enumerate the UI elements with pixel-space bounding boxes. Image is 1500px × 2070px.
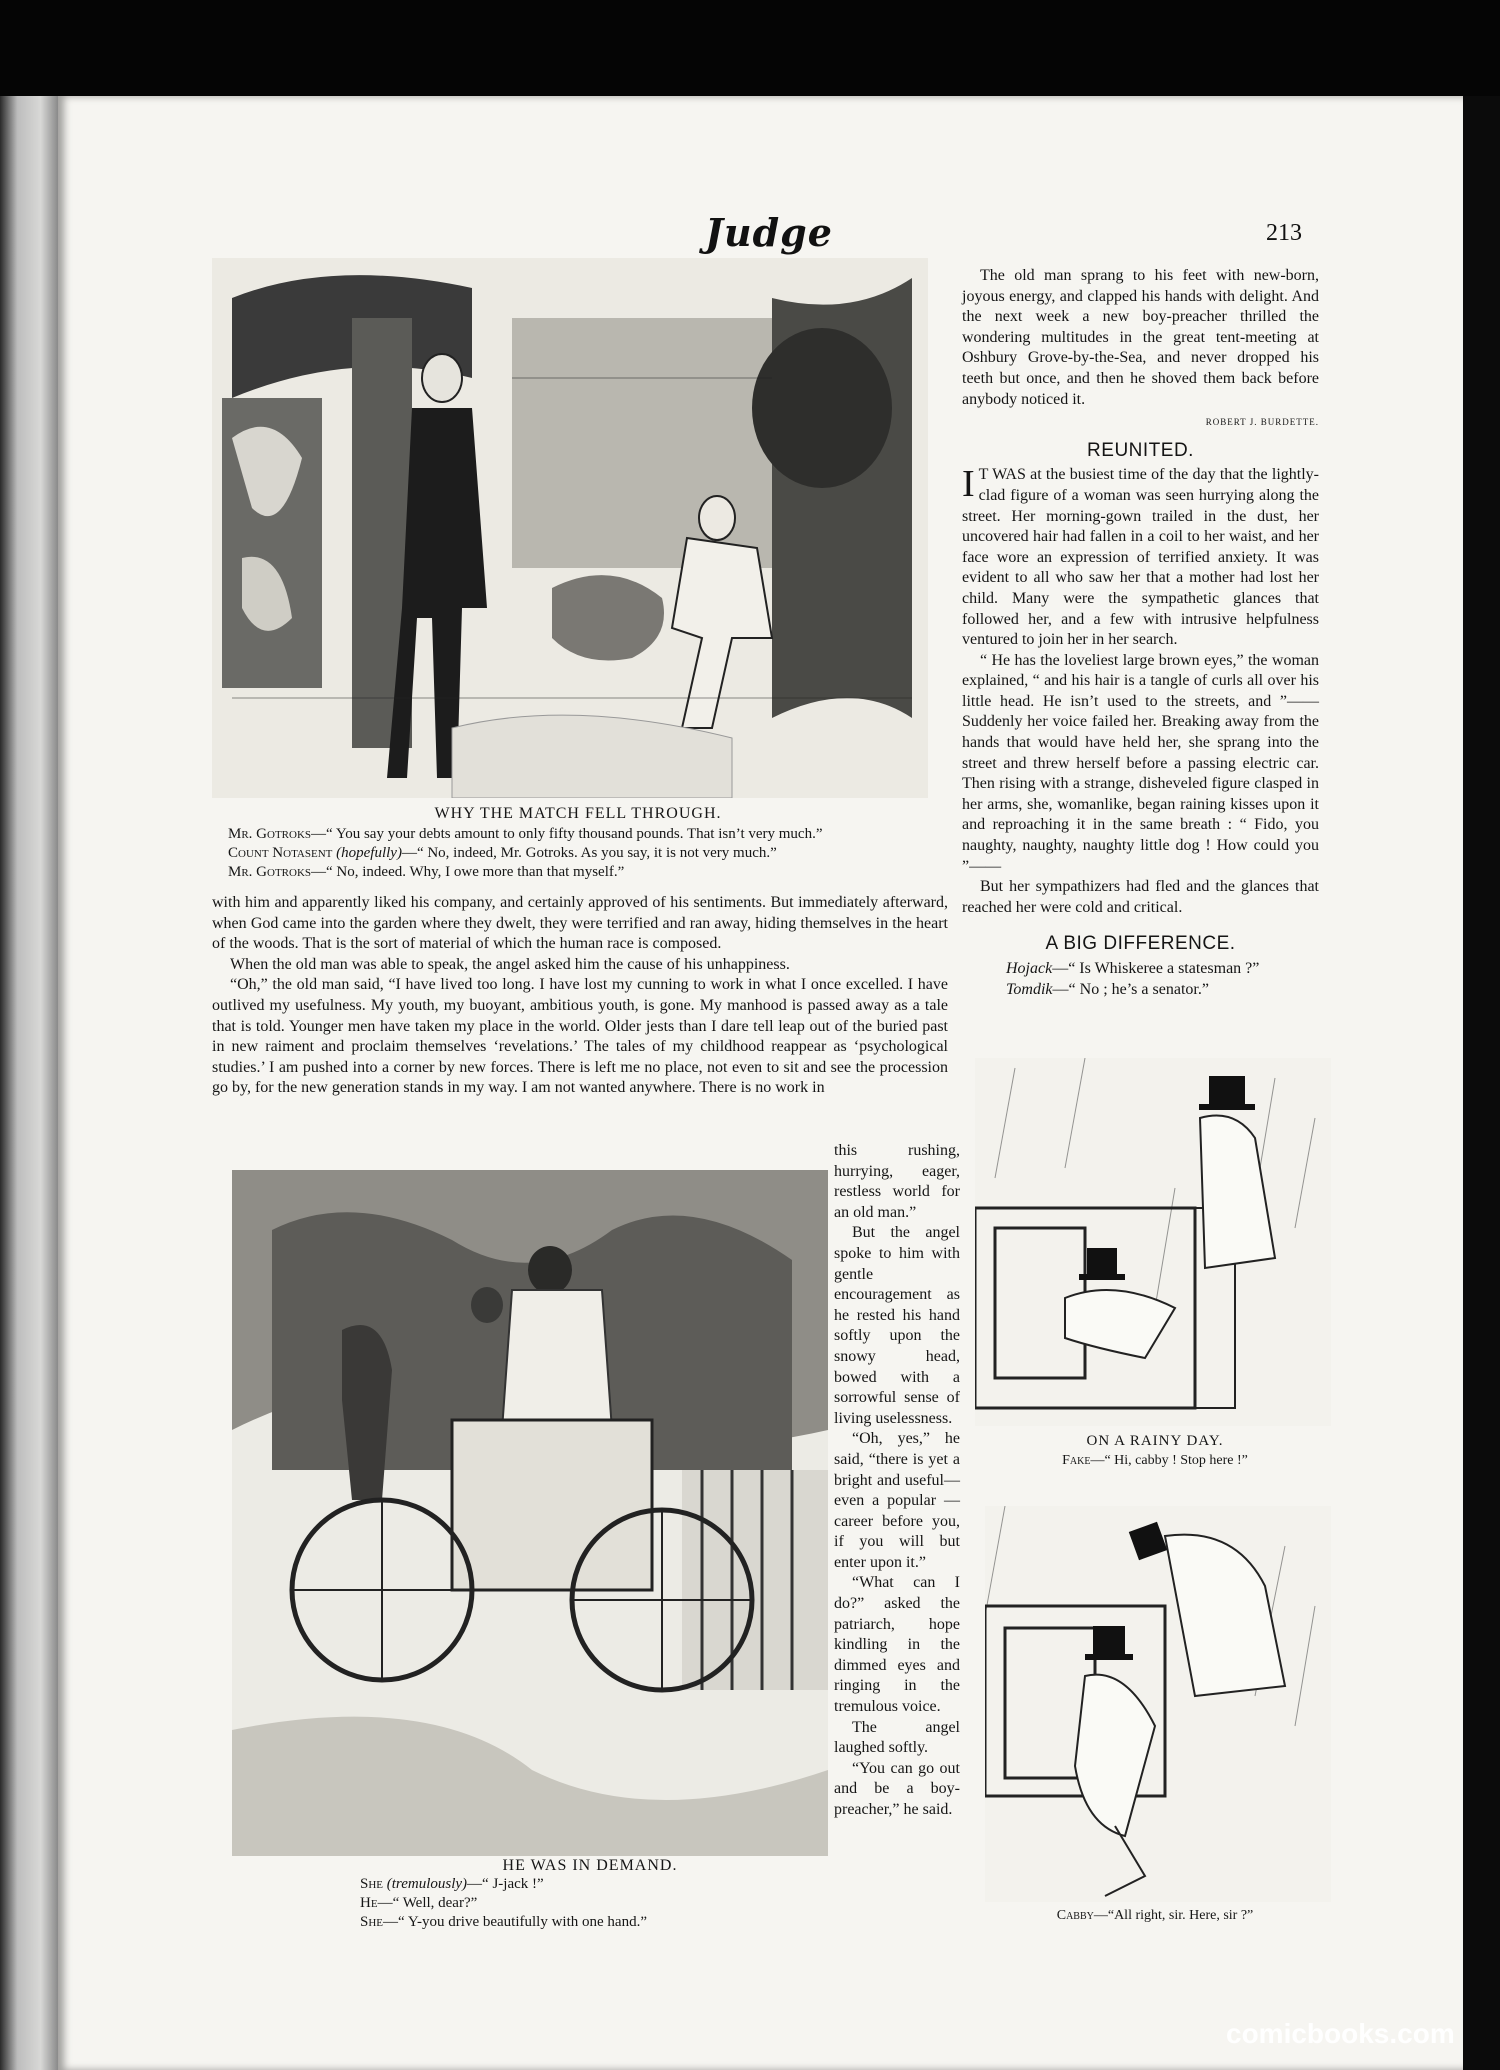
paragraph: I T WAS at the busiest time of the day that the lightly-clad figure of a woman was seen hurrying along the street. Her morning-gown trailed in the dust, her uncovered hair had fallen in a coil to her waist, and her face wore an expression of terrified anxiety. It was evident to all who saw her that a mother had lost her child. Many were the sympathetic glances that followed her, and a few with intrusive helpfulness ventured to join her in her search. bbox=[962, 463, 1319, 649]
caption-line: Mr. Gotroks—“ No, indeed. Why, I owe more than that myself.” bbox=[228, 864, 625, 880]
caption-line: Count Notasent (hopefully)—“ No, indeed, Mr. Gotroks. As you say, it is not very much.” bbox=[228, 845, 777, 861]
paragraph: “Oh,” the old man said, “I have lived too long. I have lost my cunning to work in what I once excelled. I have outlived my usefulness. My youth, my buoyant, ambitious youth, is gone. My manhood is passed away as a tale that is told. Younger men have taken my place in the world. Older jests than I dare tell leap out of the buried past in new raiment and proclaim themselves ‘revelations.’ The tales of my childhood reappear as ‘psychological studies.’ I am pushed into a corner by new forces. There is left me no place, not even to sit and see the procession go by, for the new generation stands in my way. I am not wanted anywhere. There is no work in bbox=[212, 976, 948, 1097]
heading-reunited: REUNITED. bbox=[1087, 439, 1194, 461]
dialog-line: Hojack—“ Is Whiskeree a statesman ?” bbox=[1006, 960, 1260, 977]
caption-demand bbox=[360, 1856, 820, 1932]
dialog-line: Tomdik—“ No ; he’s a senator.” bbox=[1006, 980, 1209, 998]
paragraph: The old man sprang to his feet with new-born, joyous energy, and clapped his hands with delight. And the next week a new boy-preacher thrilled the wondering multitudes in the great tent-meeting at Oshbury Grove-by-the-Sea, and never dropped his teeth but once, and then he shoved them back before anybody noticed it. bbox=[962, 267, 1319, 408]
paragraph: “Oh, yes,” he said, “there is yet a bright and useful— even a popular —career before you, if you will but enter upon it.” bbox=[834, 1430, 960, 1571]
caption-title: HE WAS IN DEMAND. bbox=[502, 1857, 678, 1874]
paragraph: The angel laughed softly. bbox=[834, 1718, 960, 1757]
paragraph: “What can I do?” asked the patriarch, hope kindling in the dimmed eyes and ringing in the tremulous voice. bbox=[834, 1574, 960, 1716]
illustration-cabby bbox=[985, 1506, 1331, 1902]
caption-title: ON A RAINY DAY. bbox=[1086, 1433, 1224, 1449]
masthead: Judge bbox=[705, 210, 833, 255]
page-number: 213 bbox=[1266, 220, 1302, 246]
paragraph: with him and apparently liked his company, and certainly approved of his sentiments. But immediately afterward, when God came into the garden where they dwelt, they were terrified and ran away, hiding themselves in the heart of the woods. That is the sort of material of which the human race is composed. bbox=[212, 894, 948, 953]
illustration-parlor-scene bbox=[212, 258, 928, 798]
caption-line: Cabby—“All right, sir. Here, sir ?” bbox=[1056, 1908, 1254, 1923]
paragraph: But her sympathizers had fled and the glances that reached her were cold and critical. bbox=[962, 878, 1319, 916]
caption-title: WHY THE MATCH FELL THROUGH. bbox=[434, 805, 722, 822]
caption-line: He—“ Well, dear?” bbox=[360, 1895, 478, 1911]
heading-big-difference: A BIG DIFFERENCE. bbox=[1045, 933, 1236, 955]
story-left-wide bbox=[212, 893, 948, 1099]
illustration-carriage bbox=[232, 1170, 828, 1856]
watermark: comicbooks.com bbox=[1226, 2018, 1455, 2049]
story-left-narrow bbox=[834, 1141, 960, 1821]
caption-line: Fake—“ Hi, cabby ! Stop here !” bbox=[1062, 1453, 1248, 1468]
caption-line: She (tremulously)—“ J-jack !” bbox=[360, 1876, 544, 1892]
caption-cabby bbox=[990, 1906, 1320, 1925]
paragraph: When the old man was able to speak, the angel asked him the cause of his unhappiness. bbox=[230, 955, 790, 973]
dropcap: I bbox=[962, 463, 975, 506]
caption-match bbox=[228, 804, 928, 882]
scan-right-edge bbox=[1463, 96, 1500, 2070]
paragraph: this rushing, hurrying, eager, restless world for an old man.” bbox=[834, 1142, 960, 1221]
caption-line: Mr. Gotroks—“ You say your debts amount to only fifty thousand pounds. That isn’t very much.” bbox=[228, 826, 823, 842]
scan-binding-edge bbox=[0, 96, 58, 2070]
caption-line: She—“ Y-you drive beautifully with one hand.” bbox=[360, 1914, 647, 1930]
paragraph: “You can go out and be a boy-preacher,” he said. bbox=[834, 1759, 960, 1818]
paragraph: “ He has the loveliest large brown eyes,” the woman explained, “ and his hair is a tangle of curls all over his little head. He isn’t used to the streets, and ”—— Suddenly her voice failed her. Breaking away from the hands that would have held her, she sprang into the street and threw herself before a passing electric car. Then rising with a strange, disheveled figure clasped in her arms, she, womanlike, began raining kisses upon it and reproaching it in the same breath : “ Fido, you naughty, naughty, naughty little dog ! How could you ”—— bbox=[962, 651, 1319, 875]
illustration-rainy-day bbox=[975, 1058, 1331, 1426]
story-right-column bbox=[962, 266, 1319, 1000]
caption-rainy bbox=[990, 1432, 1320, 1470]
byline: ROBERT J. BURDETTE. bbox=[1205, 417, 1319, 428]
paragraph: But the angel spoke to him with gentle encouragement as he rested his hand softly upon the snowy head, bowed with a sorrowful sense of living uselessness. bbox=[834, 1224, 960, 1427]
